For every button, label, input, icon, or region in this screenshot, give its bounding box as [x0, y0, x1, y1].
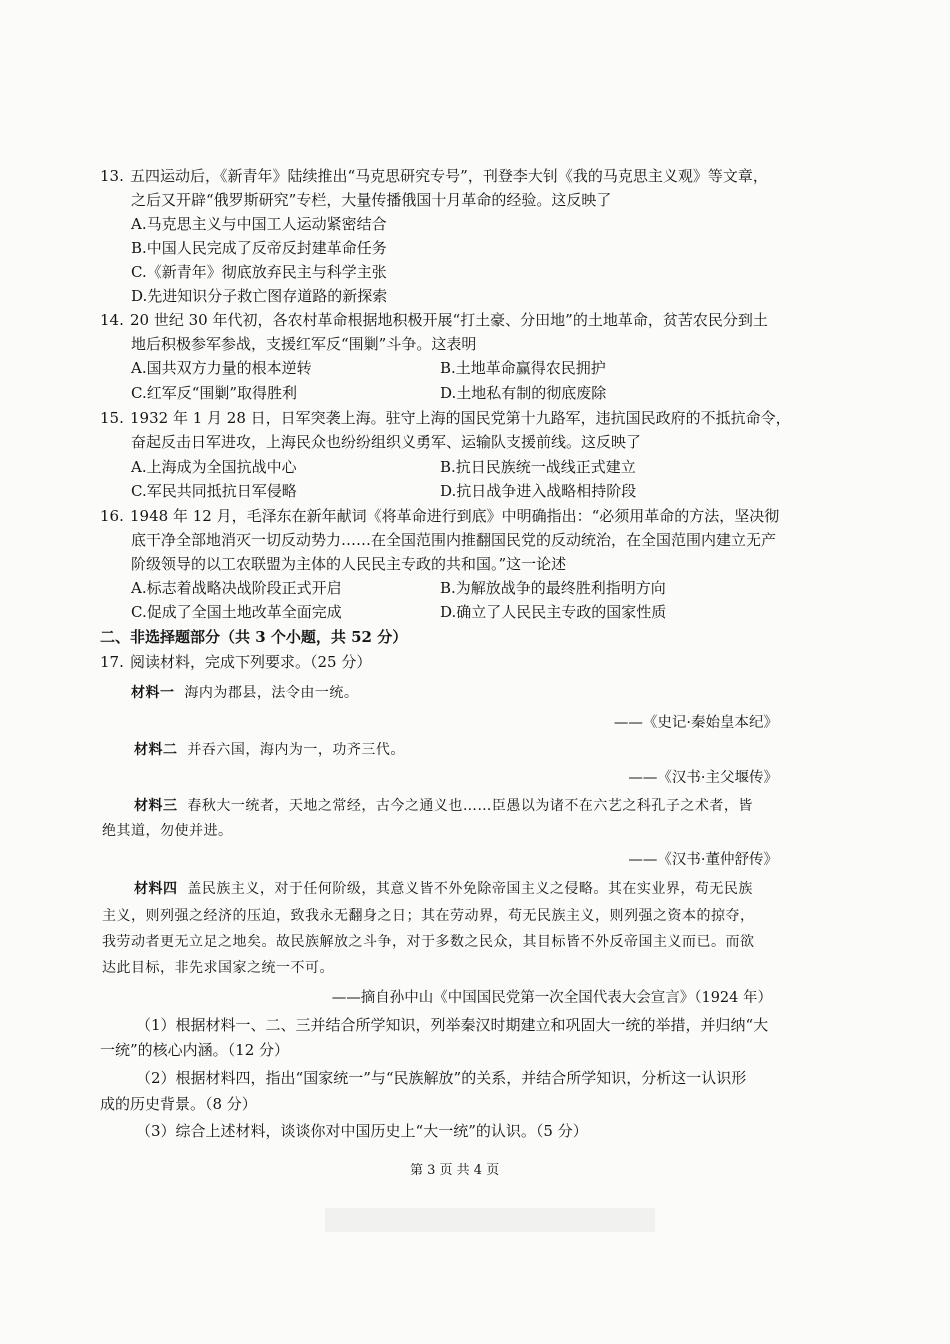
- question-14-option-d: D.土地私有制的彻底废除: [440, 384, 607, 402]
- material-4-text-line-3: 我劳动者更无立足之地矣。故民族解放之斗争，对于多数之民众，其目标皆不外反帝国主义而已。而欲: [102, 934, 755, 950]
- material-1-text: 材料一 海内为郡县，法令由一统。: [131, 685, 359, 701]
- question-13-option-a: A.马克思主义与中国工人运动紧密结合: [131, 215, 387, 233]
- subquestion-2-line-2: 成的历史背景。（8 分）: [100, 1095, 257, 1113]
- question-13-stem-line-2: 之后又开辟“俄罗斯研究”专栏，大量传播俄国十月革命的经验。这反映了: [131, 191, 612, 209]
- subquestion-2-line-1: （2）根据材料四，指出“国家统一”与“民族解放”的关系，并结合所学知识，分析这一认识形: [136, 1069, 747, 1087]
- question-number: 17.: [100, 653, 124, 671]
- question-13-option-b: B.中国人民完成了反帝反封建革命任务: [131, 239, 387, 257]
- question-17-intro: 17. 阅读材料，完成下列要求。（25 分）: [100, 653, 372, 671]
- material-1-source: ——《史记·秦始皇本纪》: [613, 715, 778, 731]
- section-2-heading: 二、非选择题部分（共 3 个小题，共 52 分）: [100, 628, 408, 646]
- subquestion-3-line-1: （3）综合上述材料，谈谈你对中国历史上“大一统”的认识。（5 分）: [136, 1122, 588, 1140]
- question-15-stem-line-1: 15. 1932 年 1 月 28 日，日军突袭上海。驻守上海的国民党第十九路军，违抗国民政府的不抵抗命令，: [100, 409, 791, 427]
- material-3-text-line-1: 材料三 春秋大一统者，天地之常经，古今之通义也……臣愚以为诸不在六艺之科孔子之术者，皆: [134, 798, 753, 814]
- scan-shadow-bottom: [325, 1208, 655, 1232]
- material-2-source: ——《汉书·主父堰传》: [628, 770, 778, 786]
- material-2-text: 材料二 并吞六国，海内为一，功齐三代。: [134, 742, 405, 758]
- question-14-option-a: A.国共双方力量的根本逆转: [131, 359, 312, 377]
- subquestion-1-line-2: 一统”的核心内涵。（12 分）: [100, 1041, 290, 1059]
- material-label: 材料四: [134, 881, 178, 897]
- question-16-option-d: D.确立了人民民主专政的国家性质: [440, 603, 667, 621]
- material-4-text-line-1: 材料四 盖民族主义，对于任何阶级，其意义皆不外免除帝国主义之侵略。其在实业界，苟无民族: [134, 881, 753, 897]
- material-4-text-line-2: 主义，则列强之经济的压迫，致我永无翻身之日；其在劳动界，苟无民族主义，则列强之资本的掠夺，: [102, 908, 755, 924]
- question-14-stem-line-2: 地后积极参军参战，支援红军反“围剿”斗争。这表明: [131, 335, 477, 353]
- question-15-option-c: C.军民共同抵抗日军侵略: [131, 482, 297, 500]
- material-3-text-line-2: 绝其道，勿使并进。: [102, 823, 233, 839]
- question-14-option-b: B.土地革命赢得农民拥护: [440, 359, 606, 377]
- material-4-source: ——摘自孙中山《中国国民党第一次全国代表大会宣言》（1924 年）: [331, 990, 772, 1006]
- question-13-option-d: D.先进知识分子救亡图存道路的新探索: [131, 287, 388, 305]
- question-14-option-c: C.红军反“围剿”取得胜利: [131, 384, 298, 402]
- question-16-stem-line-3: 阶级领导的以工农联盟为主体的人民民主专政的共和国。”这一论述: [131, 555, 567, 573]
- question-16-option-b: B.为解放战争的最终胜利指明方向: [440, 579, 666, 597]
- question-15-option-a: A.上海成为全国抗战中心: [131, 458, 297, 476]
- material-3-source: ——《汉书·董仲舒传》: [628, 852, 778, 868]
- question-14-stem-line-1: 14. 20 世纪 30 年代初，各农村革命根据地积极开展“打土豪、分田地”的土地革命，贫苦农民分到土: [100, 311, 768, 329]
- material-label: 材料三: [134, 798, 178, 814]
- question-number: 15.: [100, 409, 124, 427]
- question-number: 14.: [100, 311, 124, 329]
- question-15-option-d: D.抗日战争进入战略相持阶段: [440, 482, 637, 500]
- question-16-option-c: C.促成了全国土地改革全面完成: [131, 603, 342, 621]
- question-16-stem-line-2: 底干净全部地消灭一切反动势力……在全国范围内推翻国民党的反动统治，在全国范围内建立无产: [131, 531, 777, 549]
- question-15-stem-line-2: 奋起反击日军进攻，上海民众也纷纷组织义勇军、运输队支援前线。这反映了: [131, 433, 642, 451]
- material-4-text-line-4: 达此目标，非先求国家之统一不可。: [102, 960, 334, 976]
- subquestion-1-line-1: （1）根据材料一、二、三并结合所学知识，列举秦汉时期建立和巩固大一统的举措，并归纳“大: [136, 1016, 769, 1034]
- material-label: 材料二: [134, 742, 178, 758]
- question-13-stem-line-1: 13. 五四运动后，《新青年》陆续推出“马克思研究专号”，刊登李大钊《我的马克思主义观》等文章，: [100, 167, 768, 185]
- question-number: 16.: [100, 507, 124, 525]
- question-13-option-c: C.《新青年》彻底放弃民主与科学主张: [131, 263, 387, 281]
- question-16-option-a: A.标志着战略决战阶段正式开启: [131, 579, 342, 597]
- question-15-option-b: B.抗日民族统一战线正式建立: [440, 458, 636, 476]
- question-number: 13.: [100, 167, 124, 185]
- material-label: 材料一: [131, 685, 175, 701]
- question-16-stem-line-1: 16. 1948 年 12 月，毛泽东在新年献词《将革命进行到底》中明确指出：“必须用革命的方法，坚决彻: [100, 507, 780, 525]
- page-number-footer: 第 3 页 共 4 页: [410, 1163, 500, 1178]
